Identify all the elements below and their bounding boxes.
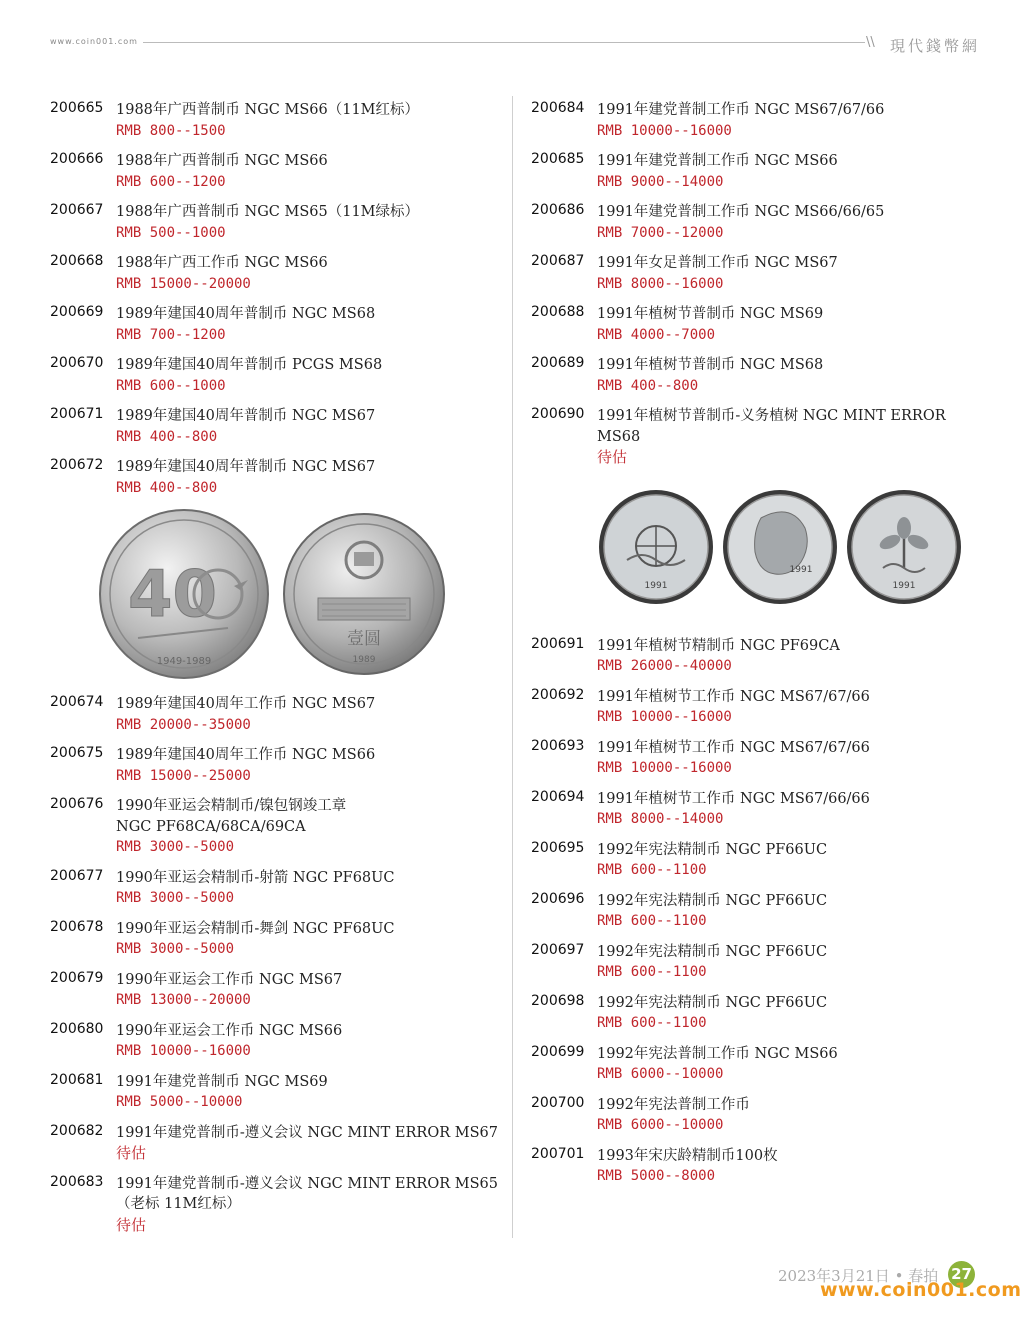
lot-title-continued: MS68 [597, 428, 641, 445]
lot-row [50, 1021, 510, 1062]
lot-number: 200667 [50, 202, 104, 218]
lot-title: 1991年建党普制工作币 NGC MS67/67/66 [597, 102, 885, 118]
lot-details [116, 1174, 510, 1236]
lot-details [116, 694, 510, 735]
lot-entry [531, 636, 991, 677]
lot-number: 200689 [531, 355, 585, 371]
lot-title: 1991年植树节普制币 NGC MS68 [597, 357, 824, 373]
lot-price-estimate: RMB 10000--16000 [116, 1043, 251, 1059]
lot-number: 200682 [50, 1122, 104, 1139]
lot-price-estimate: RMB 15000--25000 [116, 767, 251, 784]
lot-title: 1989年建国40周年普制币 NGC MS68 [116, 306, 376, 322]
coin-national-emblem-icon [282, 512, 446, 676]
lot-row [531, 891, 991, 932]
lot-row [50, 406, 510, 447]
lot-row [531, 151, 991, 192]
lot-title: 1992年宪法普制工作币 NGC MS66 [597, 1045, 838, 1062]
lot-number: 200680 [50, 1020, 104, 1037]
lot-entry [531, 304, 991, 345]
lot-details [597, 993, 991, 1034]
lot-price-estimate: RMB 3000--5000 [116, 839, 235, 855]
lot-number: 200671 [50, 406, 104, 422]
lot-details [116, 796, 510, 858]
lot-price-estimate: RMB 3000--5000 [116, 941, 235, 957]
lot-number: 200681 [50, 1071, 104, 1088]
lot-entry [531, 1146, 991, 1187]
lot-number: 200676 [50, 796, 104, 812]
lot-details [597, 151, 991, 192]
lot-entry [50, 694, 510, 735]
lot-row [50, 457, 510, 498]
lot-entry [50, 1072, 510, 1113]
lot-details [597, 100, 991, 141]
lot-price-estimate: RMB 700--1200 [116, 326, 226, 343]
lot-row [50, 796, 510, 858]
lot-price-estimate: RMB 8000--16000 [597, 275, 724, 292]
lot-row [50, 304, 510, 345]
coin-sapling-year-text: 1991 [892, 580, 916, 591]
lot-price-estimate: RMB 15000--20000 [116, 275, 251, 292]
lot-title: 1991年女足普制工作币 NGC MS67 [597, 255, 838, 271]
lot-number: 200698 [531, 992, 585, 1009]
lot-row [531, 355, 991, 396]
lot-row [50, 100, 510, 141]
lot-number: 200699 [531, 1043, 585, 1060]
lot-entry [50, 202, 510, 243]
lot-row [50, 970, 510, 1011]
lot-title: 1991年植树节工作币 NGC MS67/67/66 [597, 688, 870, 705]
coin-tree-planting-globe-icon [597, 488, 715, 606]
lot-price-estimate: RMB 26000--40000 [597, 658, 732, 674]
lot-entry [531, 253, 991, 294]
lot-entry [50, 100, 510, 141]
lot-title: 1989年建国40周年普制币 PCGS MS68 [116, 357, 383, 373]
lot-price-estimate: RMB 600--1100 [597, 964, 707, 980]
lot-number: 200685 [531, 151, 585, 167]
lot-title: 1991年植树节精制币 NGC PF69CA [597, 637, 840, 654]
lot-number: 200701 [531, 1145, 585, 1162]
lot-number: 200674 [50, 694, 104, 710]
lot-title: 1989年建国40周年工作币 NGC MS66 [116, 747, 376, 763]
coin-woman-portrait-icon [721, 488, 839, 606]
lot-number: 200670 [50, 355, 104, 371]
lot-row [531, 993, 991, 1034]
lot-price-estimate: RMB 800--1500 [116, 122, 226, 139]
lot-row [531, 789, 991, 830]
lot-price-estimate: RMB 600--1200 [116, 173, 226, 190]
lot-details [116, 868, 510, 909]
lot-details [597, 253, 991, 294]
lot-entry [531, 840, 991, 881]
lot-entry [50, 919, 510, 960]
lot-title: 1992年宪法精制币 NGC PF66UC [597, 994, 828, 1011]
lot-price-estimate: RMB 600--1100 [597, 913, 707, 929]
column-divider [512, 96, 513, 1238]
lot-entry [531, 355, 991, 396]
lot-row [50, 919, 510, 960]
lot-details [597, 789, 991, 830]
lot-number: 200678 [50, 918, 104, 935]
lot-details [597, 304, 991, 345]
lot-title: 1991年建党普制币-遵义会议 NGC MINT ERROR MS65 [116, 1175, 498, 1192]
lot-price-estimate: RMB 13000--20000 [116, 992, 251, 1008]
lot-entry [50, 457, 510, 498]
lot-number: 200697 [531, 941, 585, 958]
lot-price-estimate: RMB 4000--7000 [597, 326, 716, 343]
lot-title: 1991年建党普制币-遵义会议 NGC MINT ERROR MS67 [116, 1124, 498, 1141]
left-column [50, 100, 510, 1245]
lot-number: 200679 [50, 969, 104, 986]
lot-row [531, 1095, 991, 1136]
lot-row [50, 1123, 510, 1164]
lot-entry [531, 406, 991, 468]
lot-number: 200690 [531, 406, 585, 422]
lot-details [597, 406, 991, 468]
lot-title: 1990年亚运会精制币/镍包钢竣工章 [116, 798, 347, 814]
lot-entry [531, 942, 991, 983]
lot-title: 1988年广西普制币 NGC MS66 [116, 153, 328, 169]
lot-price-estimate: RMB 9000--14000 [597, 173, 724, 190]
lot-row [531, 687, 991, 728]
lot-number: 200692 [531, 686, 585, 703]
lot-details [116, 919, 510, 960]
lot-title: 1989年建国40周年工作币 NGC MS67 [116, 696, 376, 712]
lot-details [597, 355, 991, 396]
lot-title: 1991年建党普制工作币 NGC MS66 [597, 153, 838, 169]
lot-title: 1992年宪法精制币 NGC PF66UC [597, 841, 828, 858]
lot-details [597, 687, 991, 728]
lot-list-left-bottom [50, 694, 510, 1235]
lot-number: 200672 [50, 457, 104, 473]
lot-entry [50, 745, 510, 786]
lot-number: 200695 [531, 839, 585, 856]
lot-row [531, 738, 991, 779]
lot-price-estimate: RMB 10000--16000 [597, 709, 732, 725]
lot-row [531, 1146, 991, 1187]
lot-price-estimate: RMB 20000--35000 [116, 716, 251, 733]
lot-price-estimate: RMB 400--800 [116, 428, 218, 445]
lot-price-estimate: RMB 6000--10000 [597, 1117, 724, 1133]
lot-price-estimate: RMB 6000--10000 [597, 1066, 724, 1082]
lot-title: 1992年宪法普制工作币 [597, 1096, 750, 1113]
lot-entry [531, 891, 991, 932]
lot-price-estimate: RMB 10000--16000 [597, 122, 732, 139]
lot-details [116, 151, 510, 192]
lot-entry [531, 151, 991, 192]
lot-price-estimate: RMB 7000--12000 [597, 224, 724, 241]
lot-row [50, 745, 510, 786]
lot-details [116, 457, 510, 498]
lot-title: 1990年亚运会工作币 NGC MS67 [116, 971, 343, 988]
lot-number: 200688 [531, 304, 585, 320]
lot-entry [50, 406, 510, 447]
lot-price-estimate: RMB 600--1000 [116, 377, 226, 394]
coin-images-left [50, 508, 510, 680]
lot-row [531, 406, 991, 468]
lot-details [116, 1123, 510, 1164]
lot-entry [50, 868, 510, 909]
lot-details [116, 406, 510, 447]
lot-list-right-bottom [531, 636, 991, 1187]
lot-details [116, 970, 510, 1011]
lot-row [50, 151, 510, 192]
lot-title: 1990年亚运会精制币-射箭 NGC PF68UC [116, 869, 395, 886]
lot-row [531, 942, 991, 983]
lot-price-estimate: RMB 500--1000 [116, 224, 226, 241]
lot-entry [50, 970, 510, 1011]
lot-row [50, 868, 510, 909]
lot-entry [50, 1123, 510, 1164]
svg-text:40: 40 [128, 558, 218, 632]
lot-row [50, 253, 510, 294]
lot-title: 1991年植树节普制币-义务植树 NGC MINT ERROR [597, 408, 946, 424]
lot-number: 200691 [531, 635, 585, 652]
coin-globe-year-text: 1991 [644, 580, 668, 591]
header-slashes: \\ [866, 35, 875, 50]
lot-number: 200686 [531, 202, 585, 218]
right-column [531, 100, 991, 1197]
coin-emblem-year-text: 1989 [352, 655, 376, 665]
lot-number: 200694 [531, 788, 585, 805]
lot-details [116, 100, 510, 141]
lot-price-estimate: RMB 8000--14000 [597, 811, 724, 827]
lot-title: 1988年广西工作币 NGC MS66 [116, 255, 328, 271]
lot-list-right-top [531, 100, 991, 468]
lot-entry [531, 202, 991, 243]
lot-entry [50, 796, 510, 858]
lot-number: 200687 [531, 253, 585, 269]
header-rule [143, 42, 865, 43]
lot-title: 1988年广西普制币 NGC MS65（11M绿标） [116, 204, 420, 220]
lot-entry [531, 789, 991, 830]
lot-entry [531, 993, 991, 1034]
lot-price-estimate: RMB 600--1100 [597, 862, 707, 878]
lot-details [597, 636, 991, 677]
lot-list-left-top [50, 100, 510, 498]
lot-row [531, 253, 991, 294]
lot-row [50, 1174, 510, 1236]
lot-title: 1991年植树节工作币 NGC MS67/67/66 [597, 739, 870, 756]
lot-title: 1991年建党普制工作币 NGC MS66/66/65 [597, 204, 885, 220]
lot-entry [531, 1044, 991, 1085]
lot-number: 200675 [50, 745, 104, 761]
lot-number: 200683 [50, 1173, 104, 1190]
lot-title: 1990年亚运会工作币 NGC MS66 [116, 1022, 343, 1039]
lot-title: 1992年宪法精制币 NGC PF66UC [597, 943, 828, 960]
lot-title: 1989年建国40周年普制币 NGC MS67 [116, 459, 376, 475]
lot-number: 200669 [50, 304, 104, 320]
lot-details [116, 355, 510, 396]
lot-number: 200693 [531, 737, 585, 754]
lot-title: 1991年植树节工作币 NGC MS67/66/66 [597, 790, 870, 807]
lot-entry [50, 151, 510, 192]
coin-images-right [531, 488, 991, 606]
coin-40th-anniversary-icon [98, 508, 270, 680]
lot-details [116, 1072, 510, 1113]
lot-details [597, 1146, 991, 1187]
coin-left-year-text: 1949-1989 [156, 656, 212, 667]
lot-details [116, 304, 510, 345]
page-number-badge: 27 [948, 1261, 975, 1288]
lot-details [116, 253, 510, 294]
lot-title-continued: （老标 11M红标） [116, 1196, 241, 1212]
lot-number: 200700 [531, 1094, 585, 1111]
lot-details [116, 1021, 510, 1062]
header-site-url[interactable]: www.coin001.com [50, 37, 138, 46]
lot-number: 200677 [50, 867, 104, 884]
lot-entry [50, 253, 510, 294]
lot-row [531, 636, 991, 677]
lot-title: 1990年亚运会精制币-舞剑 NGC PF68UC [116, 920, 395, 937]
lot-entry [531, 1095, 991, 1136]
lot-details [597, 1095, 991, 1136]
lot-row [531, 840, 991, 881]
lot-title: 1991年建党普制币 NGC MS69 [116, 1073, 328, 1090]
lot-row [50, 694, 510, 735]
lot-entry [50, 355, 510, 396]
lot-number: 200668 [50, 253, 104, 269]
lot-row [531, 1044, 991, 1085]
lot-price-pending: 待估 [116, 1144, 147, 1162]
lot-title: 1991年植树节普制币 NGC MS69 [597, 306, 824, 322]
lot-details [597, 202, 991, 243]
lot-price-estimate: RMB 3000--5000 [116, 890, 235, 906]
coin-portrait-year-text: 1991 [789, 564, 813, 575]
lot-row [531, 202, 991, 243]
lot-price-estimate: RMB 400--800 [597, 377, 699, 394]
lot-row [50, 202, 510, 243]
lot-row [50, 1072, 510, 1113]
lot-details [116, 745, 510, 786]
lot-number: 200696 [531, 890, 585, 907]
lot-row [50, 355, 510, 396]
coin-denomination: 壹圆 [347, 629, 381, 649]
lot-details [116, 202, 510, 243]
lot-title: 1989年建国40周年普制币 NGC MS67 [116, 408, 376, 424]
lot-entry [531, 738, 991, 779]
lot-entry [531, 100, 991, 141]
lot-number: 200684 [531, 100, 585, 116]
lot-price-estimate: RMB 10000--16000 [597, 760, 732, 776]
lot-details [597, 738, 991, 779]
coin-sapling-icon [845, 488, 963, 606]
footer-watermark[interactable]: www.coin001.com [820, 1279, 1022, 1301]
lot-details [597, 840, 991, 881]
lot-row [531, 100, 991, 141]
lot-entry [50, 1174, 510, 1236]
lot-details [597, 1044, 991, 1085]
lot-entry [531, 687, 991, 728]
lot-price-estimate: RMB 5000--8000 [597, 1168, 716, 1184]
lot-details [597, 942, 991, 983]
lot-number: 200665 [50, 100, 104, 116]
lot-price-estimate: RMB 5000--10000 [116, 1094, 243, 1110]
lot-details [597, 891, 991, 932]
lot-price-pending: 待估 [597, 448, 628, 466]
lot-title: 1993年宋庆龄精制币100枚 [597, 1147, 778, 1164]
lot-title-continued: NGC PF68CA/68CA/69CA [116, 818, 306, 835]
lot-title: 1992年宪法精制币 NGC PF66UC [597, 892, 828, 909]
lot-entry [50, 304, 510, 345]
lot-number: 200666 [50, 151, 104, 167]
lot-row [531, 304, 991, 345]
lot-entry [50, 1021, 510, 1062]
lot-price-estimate: RMB 600--1100 [597, 1015, 707, 1031]
lot-title: 1988年广西普制币 NGC MS66（11M红标） [116, 102, 420, 118]
header-brand: 現代錢幣網 [890, 37, 981, 55]
lot-price-estimate: RMB 400--800 [116, 479, 218, 496]
footer-date: 2023年3月21日 • 春拍 [778, 1267, 939, 1285]
lot-price-pending: 待估 [116, 1215, 147, 1234]
